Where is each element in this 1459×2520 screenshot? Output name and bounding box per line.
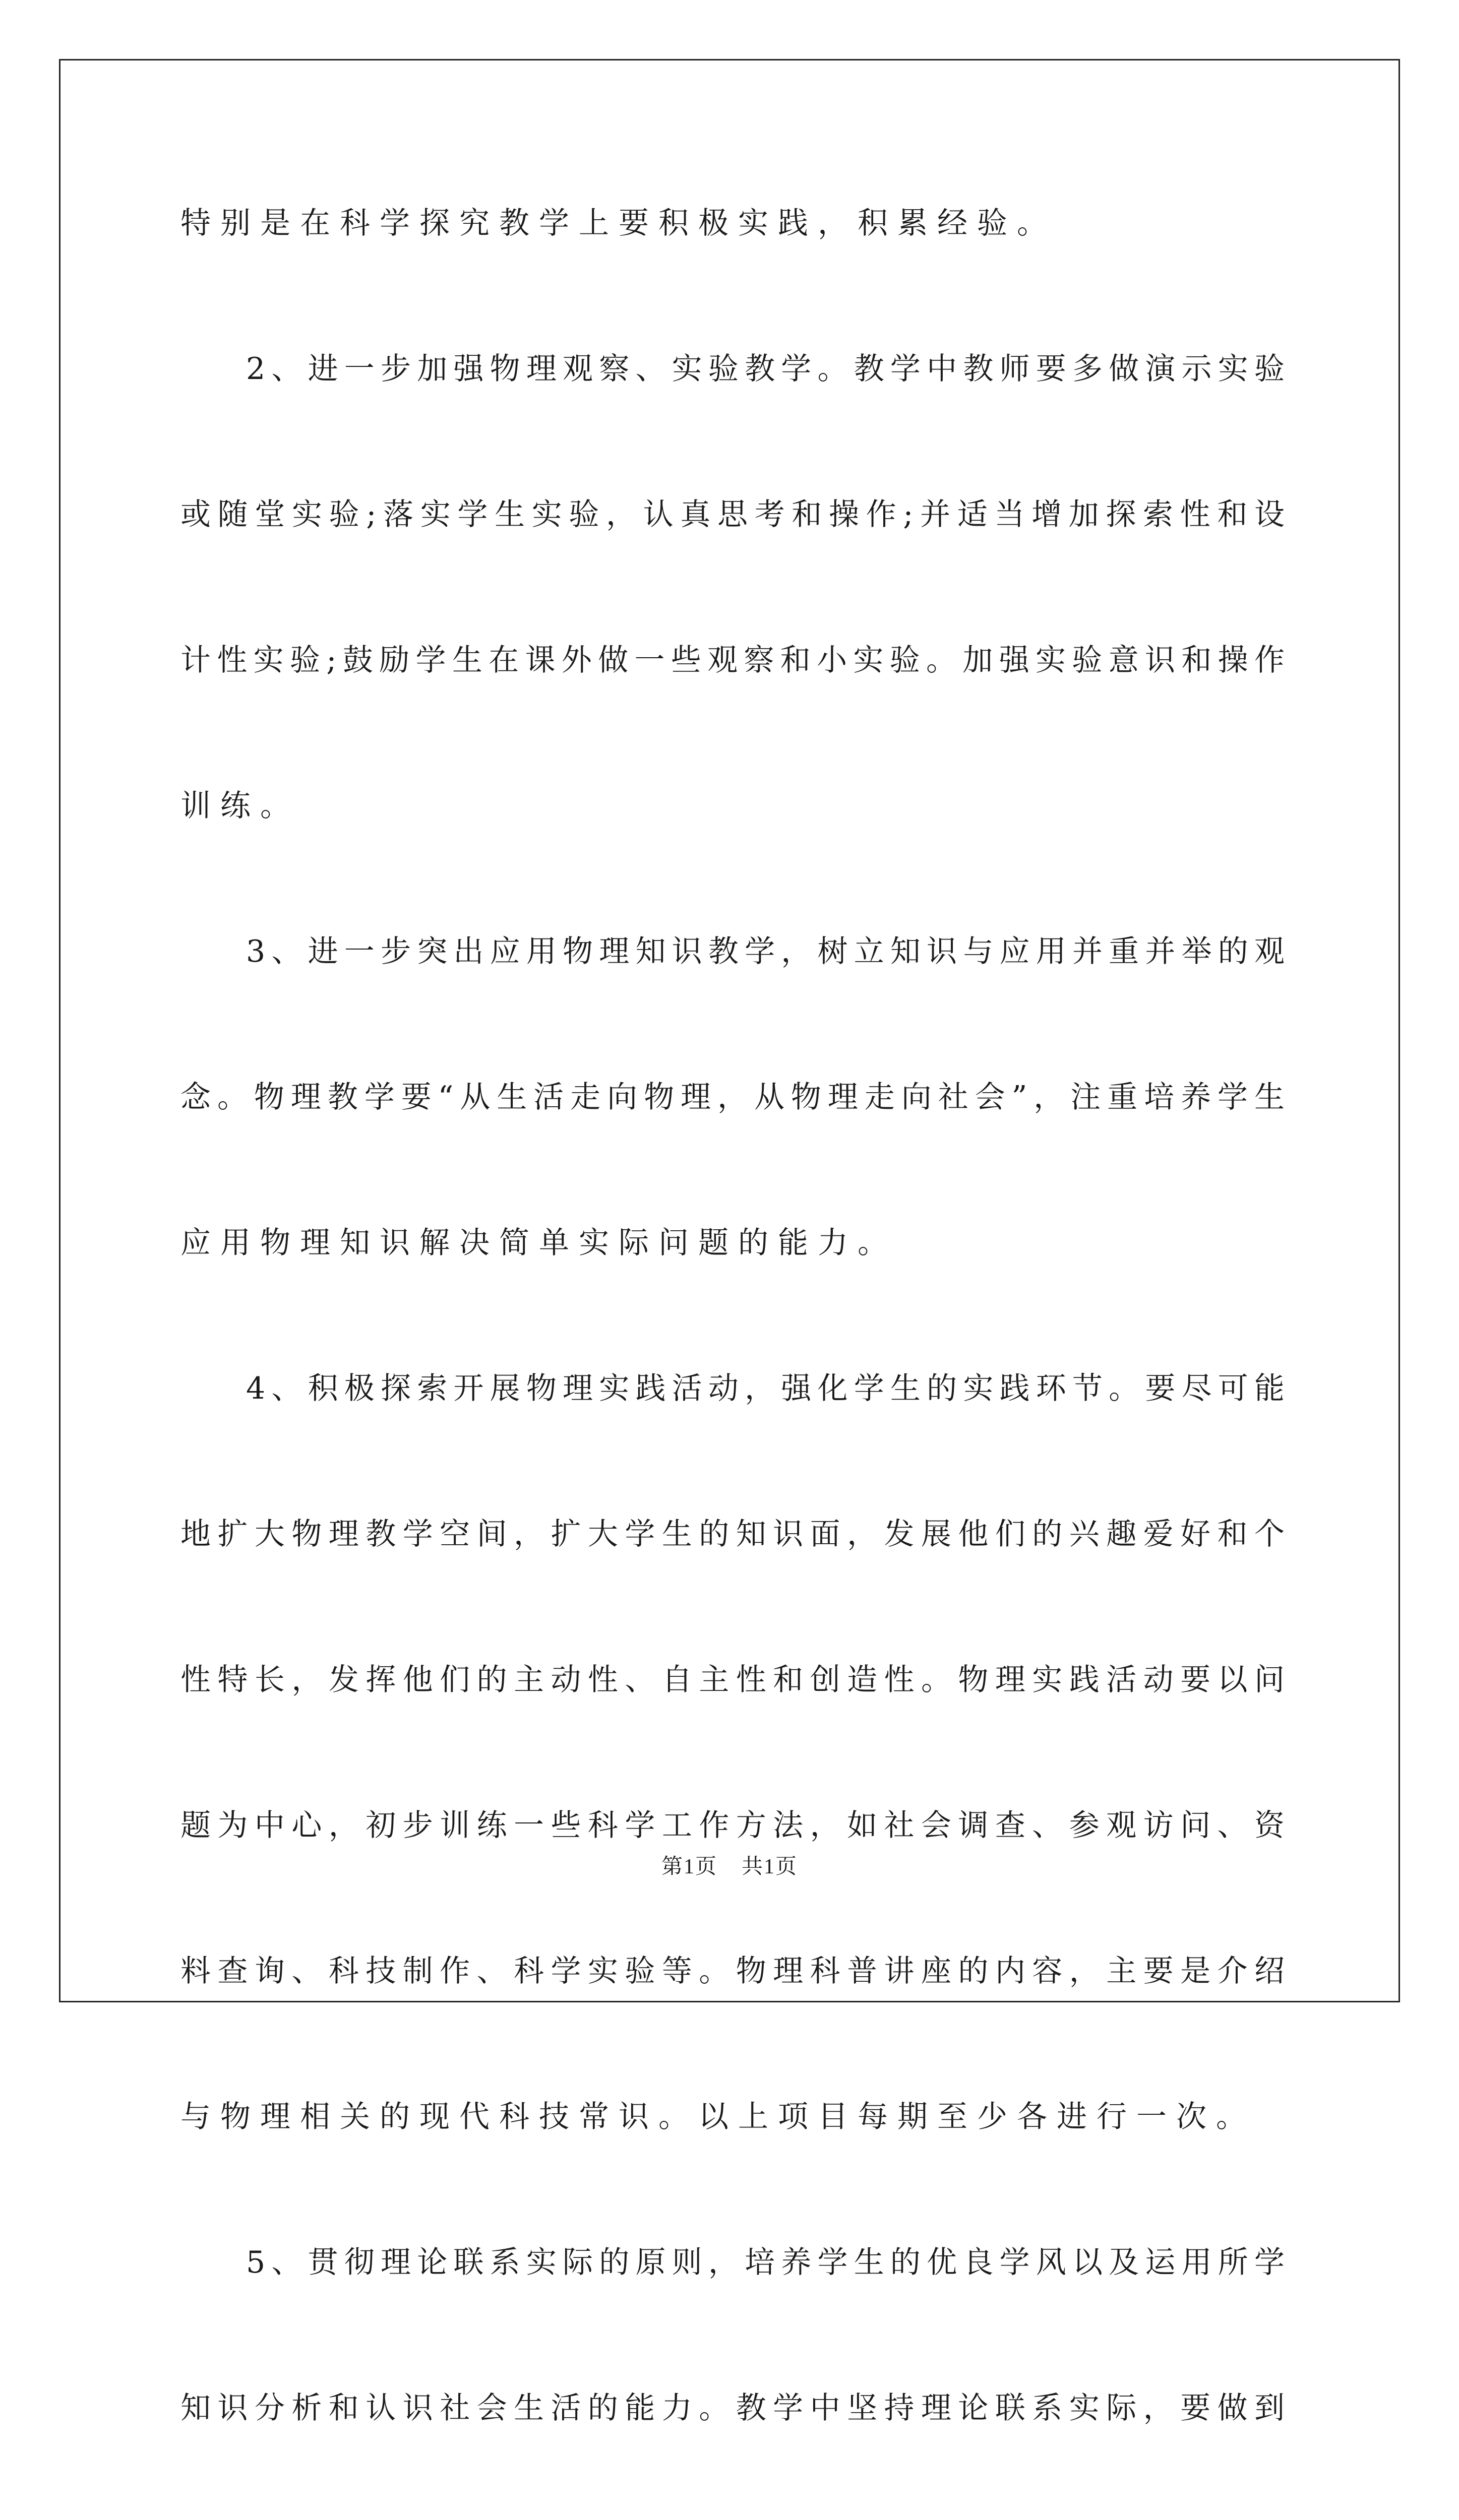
paragraph-4-line: 4、积极探索开展物理实践活动，强化学生的实践环节。要尽可能 — [246, 1371, 1285, 1406]
text-line — [180, 2511, 1285, 2520]
document-body — [180, 180, 1285, 2520]
text-line: 计性实验;鼓励学生在课外做一些观察和小实验。加强实验意识和操作 — [180, 643, 1285, 678]
text-line: 料查询、科技制作、科学实验等。物理科普讲座的内容，主要是介绍 — [180, 1954, 1285, 1989]
text-line: 性特长，发挥他们的主动性、自主性和创造性。物理实践活动要以问 — [180, 1662, 1285, 1697]
text-line: 念。物理教学要“从生活走向物理，从物理走向社会”，注重培养学生 — [180, 1080, 1285, 1115]
text-line: 应用物理知识解决简单实际问题的能力。 — [180, 1225, 897, 1261]
page-total: 共1页 — [742, 1855, 798, 1878]
paragraph-3-line: 3、进一步突出应用物理知识教学，树立知识与应用并重并举的观 — [246, 934, 1285, 969]
paragraph-2-line: 2、进一步加强物理观察、实验教学。教学中教师要多做演示实验 — [246, 351, 1285, 387]
page-number: 第1页 — [661, 1855, 717, 1878]
text-line: 题为中心，初步训练一些科学工作方法，如社会调查、参观访问、资 — [180, 1808, 1285, 1843]
text-line: 特别是在科学探究教学上要积极实践，积累经验。 — [180, 206, 1057, 241]
page-footer — [0, 1850, 1459, 1880]
text-line: 与物理相关的现代科技常识。以上项目每期至少各进行一次。 — [180, 2099, 1256, 2134]
text-line: 或随堂实验;落实学生实验，认真思考和操作;并适当增加探索性和设 — [180, 497, 1285, 532]
paragraph-5-line: 5、贯彻理论联系实际的原则，培养学生的优良学风以及运用所学 — [246, 2245, 1285, 2280]
text-line: 训练。 — [180, 788, 300, 824]
text-line: 地扩大物理教学空间，扩大学生的知识面，发展他们的兴趣爱好和个 — [180, 1517, 1285, 1552]
text-line: 知识分析和认识社会生活的能力。教学中坚持理论联系实际，要做到 — [180, 2390, 1285, 2426]
